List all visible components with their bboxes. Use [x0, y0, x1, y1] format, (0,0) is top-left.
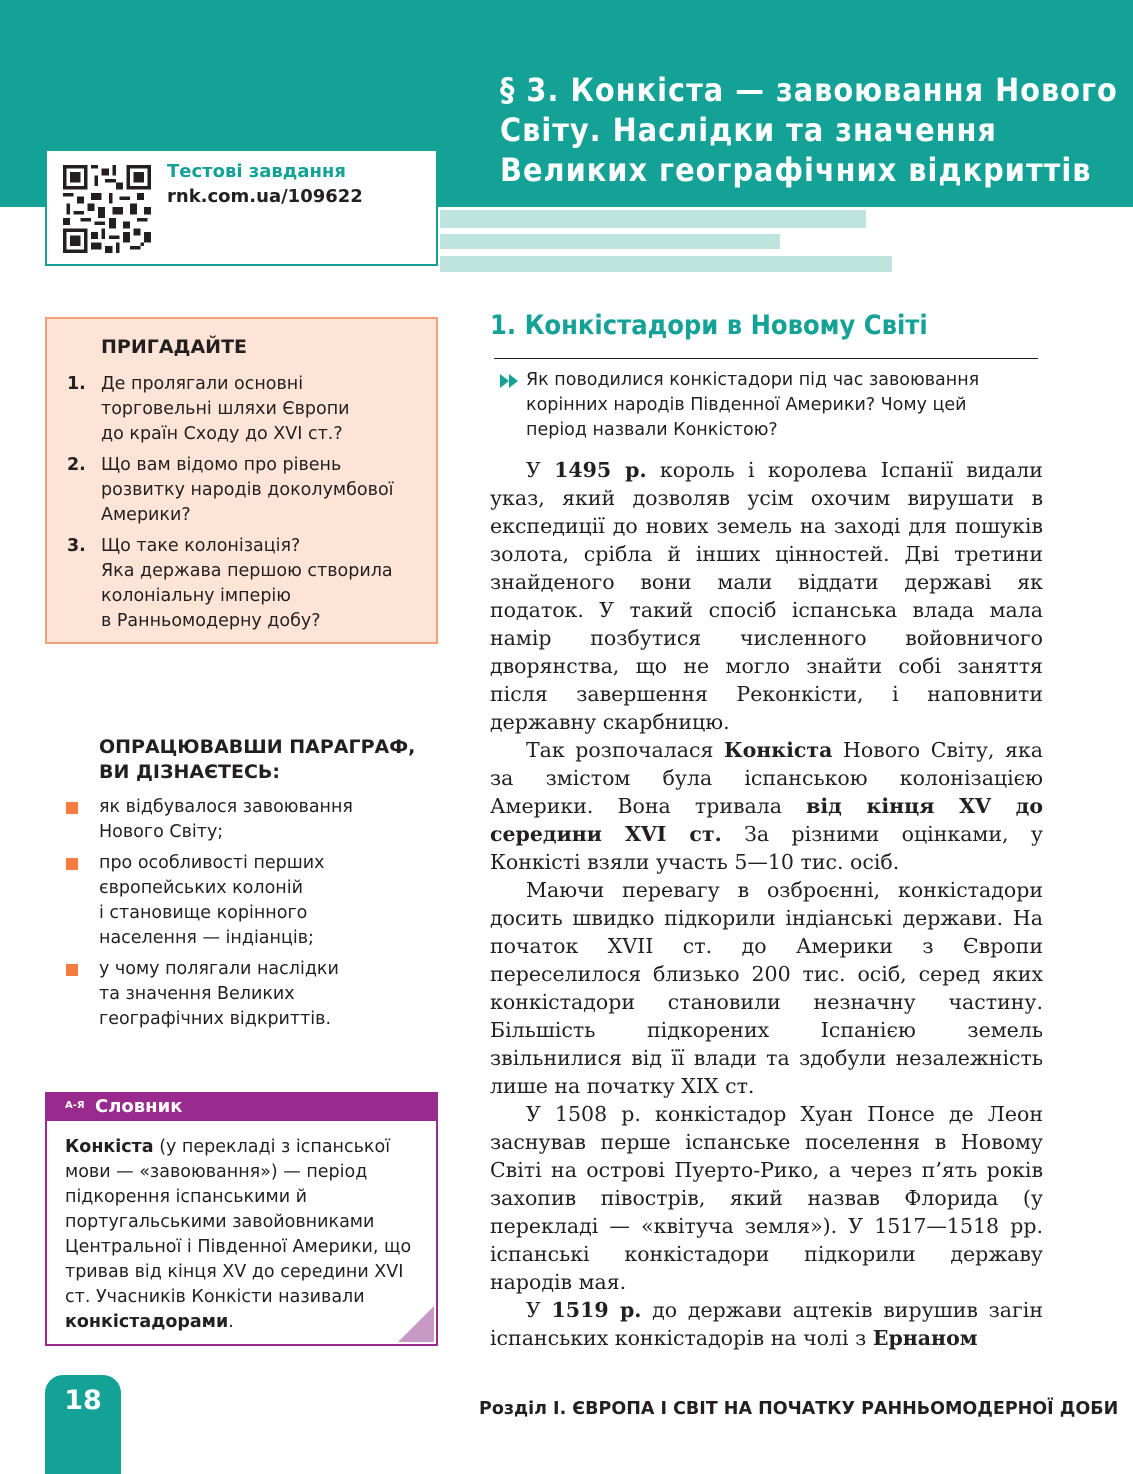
page-number: 18 [64, 1385, 102, 1416]
text-run: Так розпочалася [526, 738, 724, 762]
list-item [66, 957, 416, 1032]
text-run: Нового Світу, яка за змістом була іспанською колонізацією Америки. Вона тривала [490, 738, 1044, 818]
square-bullet-icon [66, 964, 78, 976]
square-bullet-icon [66, 802, 78, 814]
glossary-az-icon: А-Я [65, 1100, 85, 1111]
item-number: 1. [67, 374, 86, 394]
test-tasks-link[interactable]: rnk.com.ua/109622 [167, 186, 363, 207]
chapter-footer: Розділ І. ЄВРОПА І СВІТ НА ПОЧАТКУ РАННЬОМОДЕРНОЇ ДОБИ [479, 1399, 1119, 1419]
decor-stripe [440, 210, 866, 228]
test-tasks-label: Тестові завдання [167, 161, 346, 182]
learn-title: ОПРАЦЮВАВШИ ПАРАГРАФ, ВИ ДІЗНАЄТЕСЬ: [99, 736, 416, 783]
item-text: про особливості перших європейських колоній і становище корінного населення — індіанців; [99, 853, 325, 948]
glossary-header [47, 1094, 436, 1121]
test-tasks-box[interactable] [45, 149, 438, 266]
item-number: 2. [67, 455, 86, 475]
item-text: Що вам відомо про рівень розвитку народів доколумбової Америки? [101, 455, 394, 525]
paragraph [490, 736, 1043, 876]
list-item [67, 453, 427, 528]
remember-box [45, 317, 438, 644]
decor-stripe [440, 256, 892, 272]
definition-text: (у перекладі з іспанської мови — «завоювання») — період підкорення іспанськими й португальськими завойовниками Центральної і Південної Америки, що тривав від кінця XV до середини XVI ст. Учасників Конкісти називали [65, 1137, 412, 1307]
remember-title: ПРИГАДАЙТЕ [101, 336, 248, 358]
remember-list [67, 372, 427, 640]
paragraph [490, 456, 1043, 736]
glossary-corner-icon [398, 1306, 434, 1342]
bold-text: 1495 р. [554, 458, 647, 482]
text-run: За різними оцінками, у Конкісті взяли участь 5—10 тис. осіб. [490, 822, 1043, 874]
square-bullet-icon [66, 858, 78, 870]
title-line: Великих географічних відкриттів [500, 151, 1092, 189]
glossary-box [45, 1092, 438, 1346]
section-divider [494, 358, 1038, 359]
paragraph [490, 1296, 1043, 1352]
item-text: у чому полягали наслідки та значення Великих географічних відкриттів. [99, 959, 339, 1029]
double-arrow-icon [500, 374, 520, 388]
learn-list [66, 795, 416, 1038]
bold-text: Конкіста [723, 738, 833, 762]
body-text [490, 456, 1043, 1352]
decor-stripe [440, 234, 780, 249]
title-line: § 3. Конкіста — завоювання Нового [500, 71, 1118, 109]
questions-text: Як поводилися конкістадори під час завоювання корінних народів Південної Америки? Чому цей період назвали Конкістою? [526, 370, 980, 440]
glossary-title: Словник [95, 1096, 183, 1117]
text-run: король і королева Іспанії видали указ, який дозволяв усім охочим вирушати в експедиції до нових земель на заході для пошуків золота, срібла й інших цінностей. Дві третини знайденого вони мали віддати державі як податок. У такий спосіб іспанська влада мала намір позбутися численного войовничого дворянства, що не могло знайти собі заняття після завершення Реконкісти, і наповнити державну скарбницю. [490, 458, 1043, 734]
list-item [67, 534, 427, 634]
section-title: 1. Конкістадори в Новому Світі [490, 310, 928, 341]
definition-end: . [228, 1312, 234, 1332]
list-item [66, 795, 416, 845]
glossary-term: конкістадорами [65, 1312, 229, 1332]
list-item [66, 851, 416, 951]
text-run: У [526, 458, 555, 482]
item-text: як відбувалося завоювання Нового Світу; [99, 797, 353, 842]
paragraph: Маючи перевагу в озброєнні, конкістадори досить швидко підкорили індіанські держави. На початок XVII ст. до Америки з Європи переселилося близько 200 тис. осіб, серед яких конкістадори становили незначну частину. Більшість підкорених Іспанією земель звільнилися від її влади та здобули незалежність лише на початку XIX ст. [490, 878, 1043, 1098]
list-item [67, 372, 427, 447]
item-text: Що таке колонізація? Яка держава першою створила колоніальну імперію в Ранньомодерну добу? [101, 536, 393, 631]
glossary-definition [65, 1135, 425, 1335]
text-run: У [526, 1298, 552, 1322]
bold-text: Ернаном [872, 1326, 978, 1350]
paragraph: У 1508 р. конкістадор Хуан Понсе де Леон заснував перше іспанське поселення в Новому Світі на острові Пуерто-Рико, а через п’ять років захопив півострів, який назвав Флорида (у перекладі — «квітуча земля»). У 1517—1518 рр. іспанські конкістадори підкорили державу народів мая. [490, 1102, 1043, 1294]
page-number-tab [45, 1375, 121, 1474]
text-run: до держави ацтеків вирушив загін іспанських конкістадорів на чолі з [490, 1298, 1043, 1350]
item-text: Де пролягали основні торговельні шляхи Європи до країн Сходу до XVI ст.? [101, 374, 350, 444]
bold-text: 1519 р. [551, 1298, 642, 1322]
bold-text: від кінця XV до середини XVI ст. [490, 794, 1043, 846]
title-line: Світу. Наслідки та значення [500, 111, 997, 149]
glossary-term: Конкіста [65, 1137, 154, 1157]
page-title [500, 70, 1118, 190]
qr-code-icon[interactable] [63, 165, 151, 253]
item-number: 3. [67, 536, 86, 556]
